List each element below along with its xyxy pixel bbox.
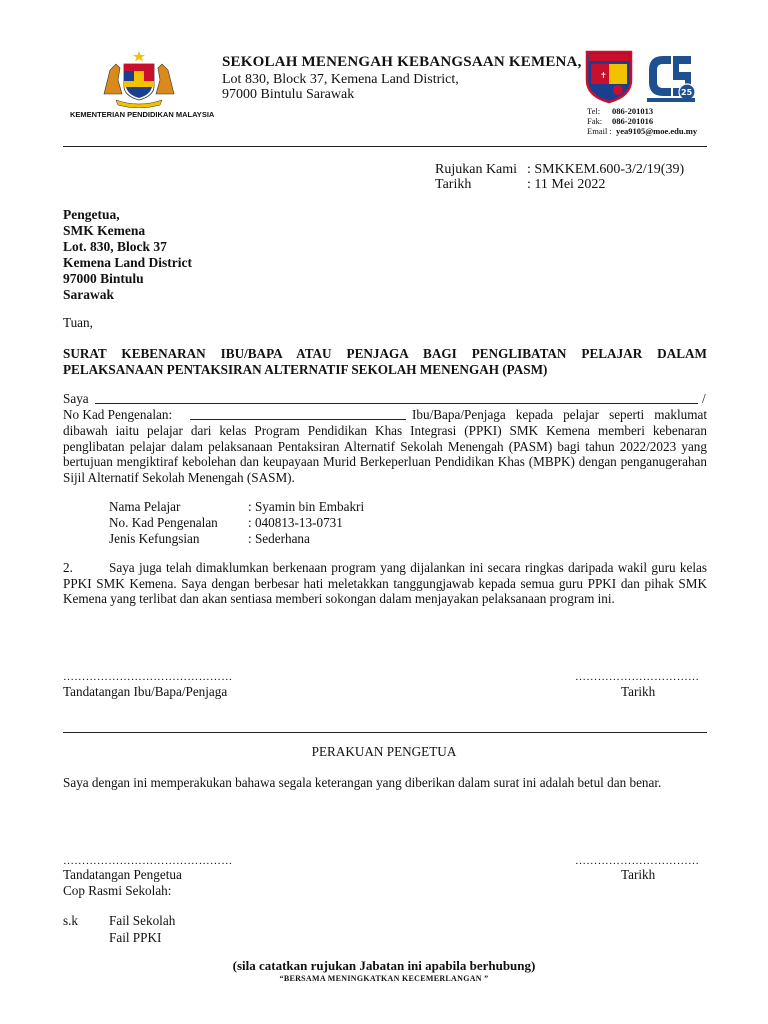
smk-kemena-crest-icon <box>585 50 633 104</box>
address-line-2: 97000 Bintulu Sarawak <box>222 87 355 102</box>
parent-date-label: Tarikh <box>621 684 656 699</box>
principal-signature-label: Tandatangan Pengetua <box>63 867 182 882</box>
date-value: : 11 Mei 2022 <box>527 177 606 192</box>
certification-heading: PERAKUAN PENGETUA <box>311 744 457 759</box>
cc-label: s.k <box>63 913 79 928</box>
reference-label: Rujukan Kami <box>435 162 518 177</box>
parent-signature-line: ……………………………………… <box>63 671 233 683</box>
fax-value: 086-201016 <box>612 116 654 126</box>
cc-item: Fail Sekolah <box>109 913 176 928</box>
ic-number-blank <box>190 419 406 420</box>
school-name: SEKOLAH MENENGAH KEBANGSAAN KEMENA, <box>222 54 582 70</box>
tel-line <box>587 106 653 116</box>
tel-value: 086-201013 <box>612 106 654 116</box>
fax-line <box>587 116 653 126</box>
recipient-line: SMK Kemena <box>63 223 146 239</box>
ic-line-rest: Ibu/Bapa/Penjaga kepada pelajar seperti maklumat <box>412 407 707 422</box>
svg-text:✝: ✝ <box>600 71 607 80</box>
student-function-row <box>0 531 768 549</box>
parent-name-blank <box>95 403 698 404</box>
footer-motto: “BERSAMA MENINGKATKAN KECEMERLANGAN ” <box>279 974 489 983</box>
address-line-1: Lot 830, Block 37, Kemena Land District, <box>222 72 459 87</box>
paragraph-2 <box>63 560 707 607</box>
student-function-value: : Sederhana <box>248 531 310 546</box>
student-name-label: Nama Pelajar <box>109 499 181 514</box>
email-line <box>587 126 697 136</box>
date-label: Tarikh <box>435 177 472 192</box>
fax-label: Fak: <box>587 116 603 126</box>
section-divider <box>63 732 707 733</box>
email-label: Email : <box>587 126 612 136</box>
saya-label: Saya <box>63 391 89 406</box>
slash-mark: / <box>702 391 706 406</box>
recipient-line: 97000 Bintulu <box>63 271 144 287</box>
student-ic-label: No. Kad Pengenalan <box>109 515 218 530</box>
ic-label: No Kad Pengenalan: <box>63 407 173 422</box>
recipient-line: Kemena Land District <box>63 255 192 271</box>
footer-note: (sila catatkan rujukan Jabatan ini apabila berhubung) <box>232 958 536 973</box>
header-divider <box>63 146 707 147</box>
paragraph-2-text: Saya juga telah dimaklumkan berkenaan program yang dijalankan ini secara ringkas daripada wakil guru kelas PPKI SMK Kemena. Saya dengan berbesar hati meletakkan tanggungjawab kepada semua guru PPKI dan pihak SMK Kemena yang terlibat dan akan sentiasa memberi sokongan dalam menjayakan pelaksanaan program ini. <box>63 560 707 607</box>
paragraph-1-text: dibawah iaitu pelajar dari kelas Program Pendidikan Khas Integrasi (PPKI) SMK Kemena memberi kebenaran penglibatan pelajar dalam pelaksanaan Pentaksiran Alternatif Sekolah Menengah (PASM) bagi tahun 2022/2023 yang bertujuan mengiktiraf kebolehan dan keupayaan Murid Berkeperluan Pendidikan Khas (MBPK) dengan penganugerahan Sijil Alternatif Sekolah Menengah (SASM). <box>63 423 707 485</box>
ministry-label: KEMENTERIAN PENDIDIKAN MALAYSIA <box>70 110 215 119</box>
date-line <box>435 177 605 193</box>
recipient-line: Sarawak <box>63 287 115 303</box>
malaysia-coat-of-arms-icon <box>100 50 178 108</box>
recipient-line: Lot. 830, Block 37 <box>63 239 167 255</box>
paragraph-2-number: 2. <box>63 560 73 575</box>
parent-date-line: …………………………… <box>575 671 700 683</box>
principal-date-label: Tarikh <box>621 867 656 882</box>
certification-text: Saya dengan ini memperakukan bahawa segala keterangan yang diberikan dalam surat ini adalah betul dan benar. <box>63 775 662 790</box>
principal-date-line: …………………………… <box>575 855 700 867</box>
student-function-label: Jenis Kefungsian <box>109 531 200 546</box>
reference-line <box>435 162 684 178</box>
tel-label: Tel: <box>587 106 601 116</box>
parent-signature-label: Tandatangan Ibu/Bapa/Penjaga <box>63 684 228 699</box>
student-name-value: : Syamin bin Embakri <box>248 499 365 514</box>
email-value: yea9105@moe.edu.my <box>616 126 698 136</box>
salutation: Tuan, <box>63 315 93 330</box>
ppki-25-years-logo-icon <box>645 52 697 104</box>
stamp-label: Cop Rasmi Sekolah: <box>63 883 172 898</box>
letter-title: SURAT KEBENARAN IBU/BAPA ATAU PENJAGA BAGI PENGLIBATAN PELAJAR DALAM PELAKSANAAN PENTAKSIRAN ALTERNATIF SEKOLAH MENENGAH (PASM) <box>63 346 707 377</box>
principal-signature-line: ……………………………………… <box>63 855 233 867</box>
student-ic-value: : 040813-13-0731 <box>248 515 343 530</box>
reference-value: : SMKKEM.600-3/2/19(39) <box>527 162 685 177</box>
cc-item: Fail PPKI <box>109 930 162 945</box>
svg-text:25: 25 <box>681 88 693 97</box>
recipient-address <box>63 207 192 304</box>
recipient-line: Pengetua, <box>63 207 120 222</box>
